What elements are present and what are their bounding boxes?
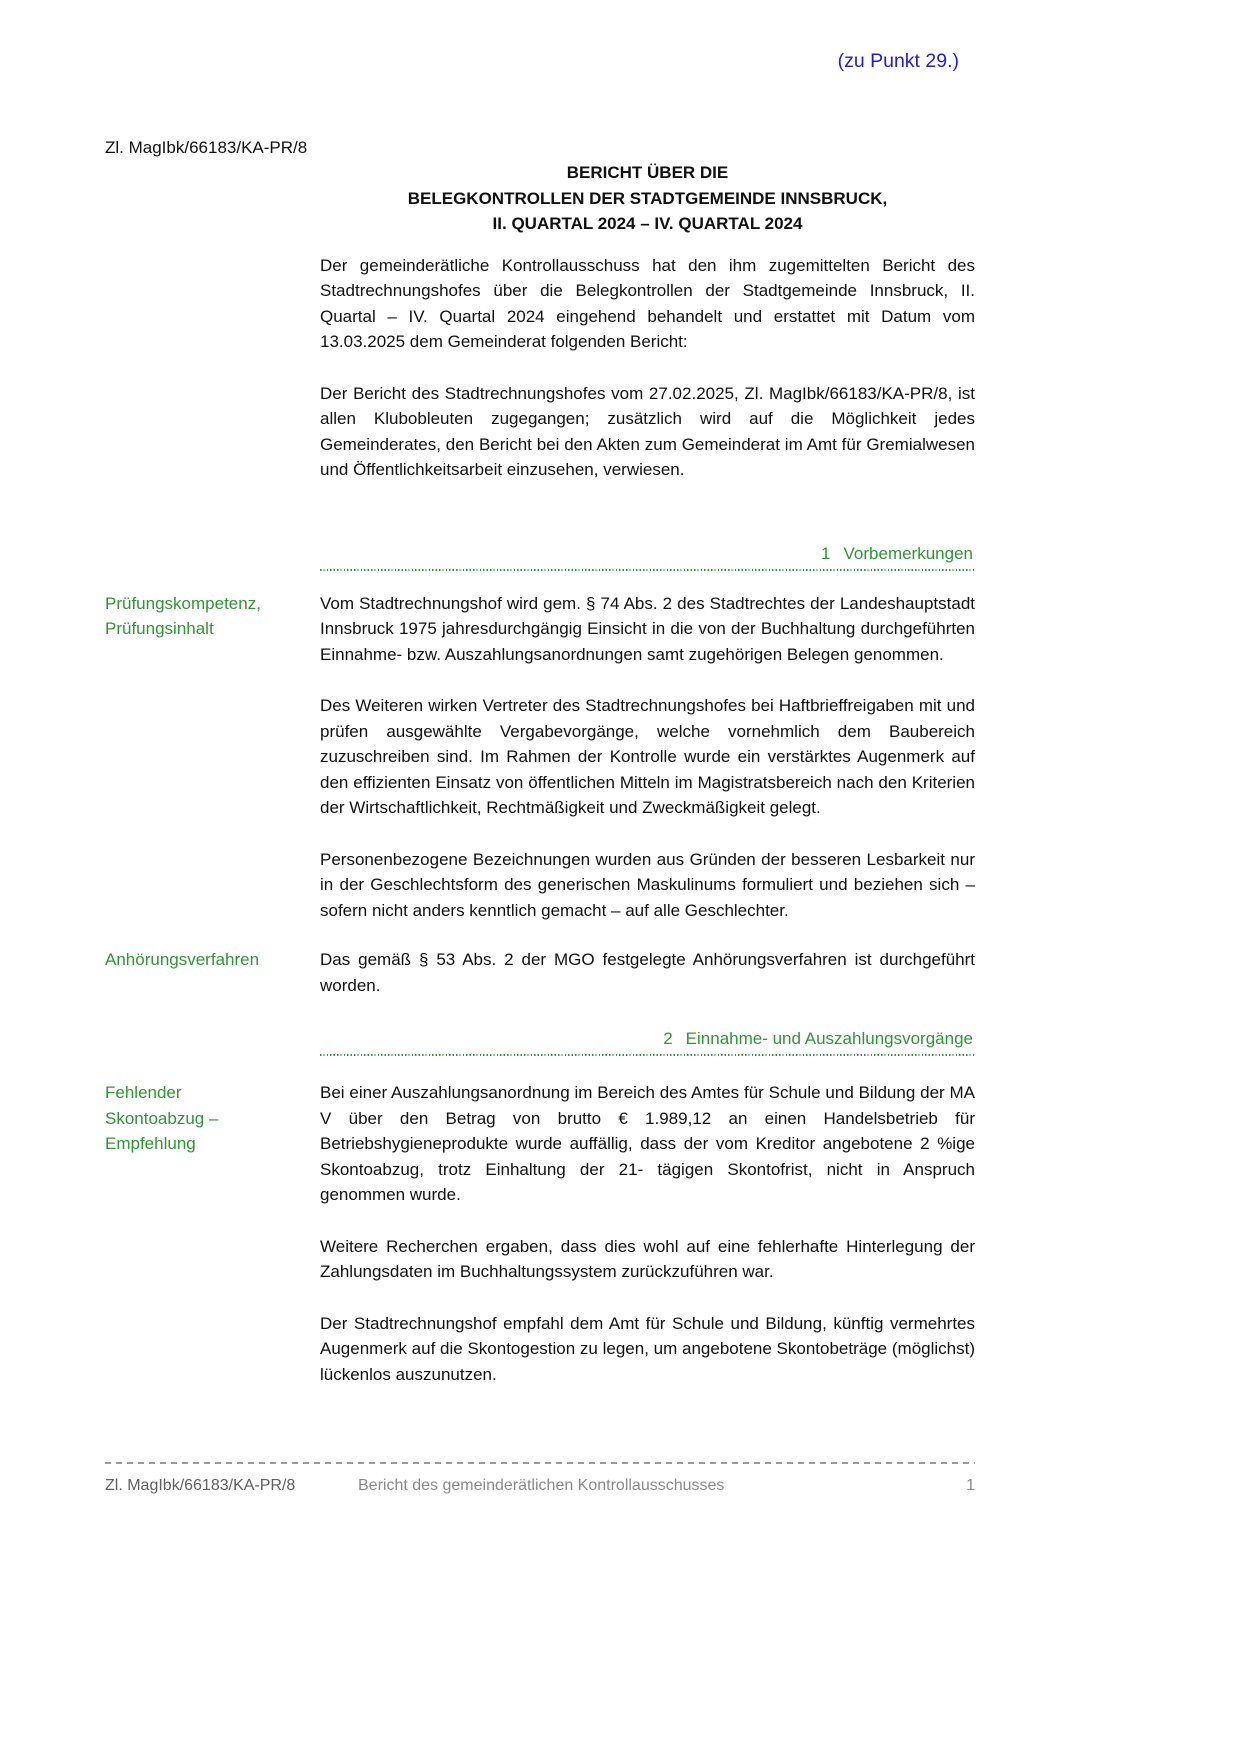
- body-paragraph: Der Stadtrechnungshof empfahl dem Amt für Schule und Bildung, künftig vermehrtes Augenmerk auf die Skontogestion zu legen, um angebotene Skontobeträge (möglichst) lückenlos auszunutzen.: [320, 1313, 975, 1384]
- margin-label-anhoerungsverfahren: Anhörungsverfahren: [105, 950, 260, 969]
- body-paragraph: Vom Stadtrechnungshof wird gem. § 74 Abs. 2 des Stadtrechtes der Landeshauptstadt Innsbruck 1975 jahresdurchgängig Einsicht in die von der Buchhaltung durchgeführten Einnahme- bzw. Auszahlungsanordnungen samt zugehörigen Belegen genommen.: [320, 593, 975, 664]
- section-title: Vorbemerkungen: [843, 543, 973, 563]
- section-heading-einnahme-auszahlung: [320, 1028, 975, 1056]
- document-header: [105, 135, 975, 237]
- section-number: 2: [663, 1029, 673, 1048]
- body-paragraph: Das gemäß § 53 Abs. 2 der MGO festgelegte Anhörungsverfahren ist durchgeführt worden.: [320, 950, 975, 995]
- section-title: Einnahme- und Auszahlungsvorgänge: [685, 1029, 973, 1048]
- body-paragraph: Des Weiteren wirken Vertreter des Stadtrechnungshofes bei Haftbrieffreigaben mit und prüfen ausgewählte Vergabevorgänge, welche vornehmlich dem Baubereich zuzuschreiben sind. Im Rahmen der Kontrolle wurde ein verstärktes Augenmerk auf den effizienten Einsatz von öffentlichen Mitteln im Magistratsbereich nach den Kriterien der Wirtschaftlichkeit, Rechtmäßigkeit und Zweckmäßigkeit gelegt.: [320, 696, 975, 817]
- page-footer: [105, 1462, 975, 1496]
- footer-document-title: Bericht des gemeinderätlichen Kontrollausschusses: [358, 1477, 725, 1494]
- intro-paragraph-2: Der Bericht des Stadtrechnungshofes vom 27.02.2025, Zl. MagIbk/66183/KA-PR/8, ist allen Klubobleuten zugegangen; zusätzlich wird auf die Möglichkeit jedes Gemeinderates, den Bericht bei den Akten zum Gemeinderat im Amt für Gremialwesen und Öffentlichkeitsarbeit einzusehen, verwiesen.: [320, 383, 975, 479]
- title-line-3: II. QUARTAL 2024 – IV. QUARTAL 2024: [492, 214, 803, 233]
- footer-divider: [105, 1462, 975, 1464]
- section-heading-vorbemerkungen: [320, 543, 975, 571]
- title-line-1: BERICHT ÜBER DIE: [566, 163, 729, 182]
- body-paragraph: Weitere Recherchen ergaben, dass dies wohl auf eine fehlerhafte Hinterlegung der Zahlungsdaten im Buchhaltungssystem zurückzuführen war.: [320, 1236, 975, 1281]
- dotted-rule: [320, 1054, 975, 1056]
- footer-reference: Zl. MagIbk/66183/KA-PR/8: [105, 1477, 296, 1494]
- intro-paragraph-1: Der gemeinderätliche Kontrollausschuss hat den ihm zugemittelten Bericht des Stadtrechnungshofes über die Belegkontrollen der Stadtgemeinde Innsbruck, II. Quartal – IV. Quartal 2024 eingehend behandelt und erstattet mit Datum vom 13.03.2025 dem Gemeinderat folgenden Bericht:: [320, 255, 975, 351]
- corner-note: (zu Punkt 29.): [837, 50, 959, 72]
- margin-label-pruefungskompetenz: Prüfungskompetenz, Prüfungsinhalt: [105, 593, 261, 638]
- report-title: [320, 135, 975, 237]
- footer-page-number: 1: [966, 1477, 975, 1494]
- section-number: 1: [821, 543, 831, 563]
- reference-number: Zl. MagIbk/66183/KA-PR/8: [105, 138, 308, 157]
- margin-label-fehlender-skontoabzug: Fehlender Skontoabzug – Empfehlung: [105, 1083, 219, 1153]
- dotted-rule: [320, 569, 975, 571]
- body-paragraph: Personenbezogene Bezeichnungen wurden aus Gründen der besseren Lesbarkeit nur in der Geschlechtsform des generischen Maskulinums formuliert und beziehen sich – sofern nicht anders kenntlich gemacht – auf alle Geschlechter.: [320, 849, 975, 920]
- title-line-2: BELEGKONTROLLEN DER STADTGEMEINDE INNSBRUCK,: [407, 188, 888, 208]
- body-paragraph: Bei einer Auszahlungsanordnung im Bereich des Amtes für Schule und Bildung der MA V über den Betrag von brutto € 1.989,12 an einen Handelsbetrieb für Betriebshygieneprodukte wurde auffällig, dass der vom Kreditor angebotene 2 %ige Skontoabzug, trotz Einhaltung der 21- tägigen Skontofrist, nicht in Anspruch genommen wurde.: [320, 1083, 975, 1204]
